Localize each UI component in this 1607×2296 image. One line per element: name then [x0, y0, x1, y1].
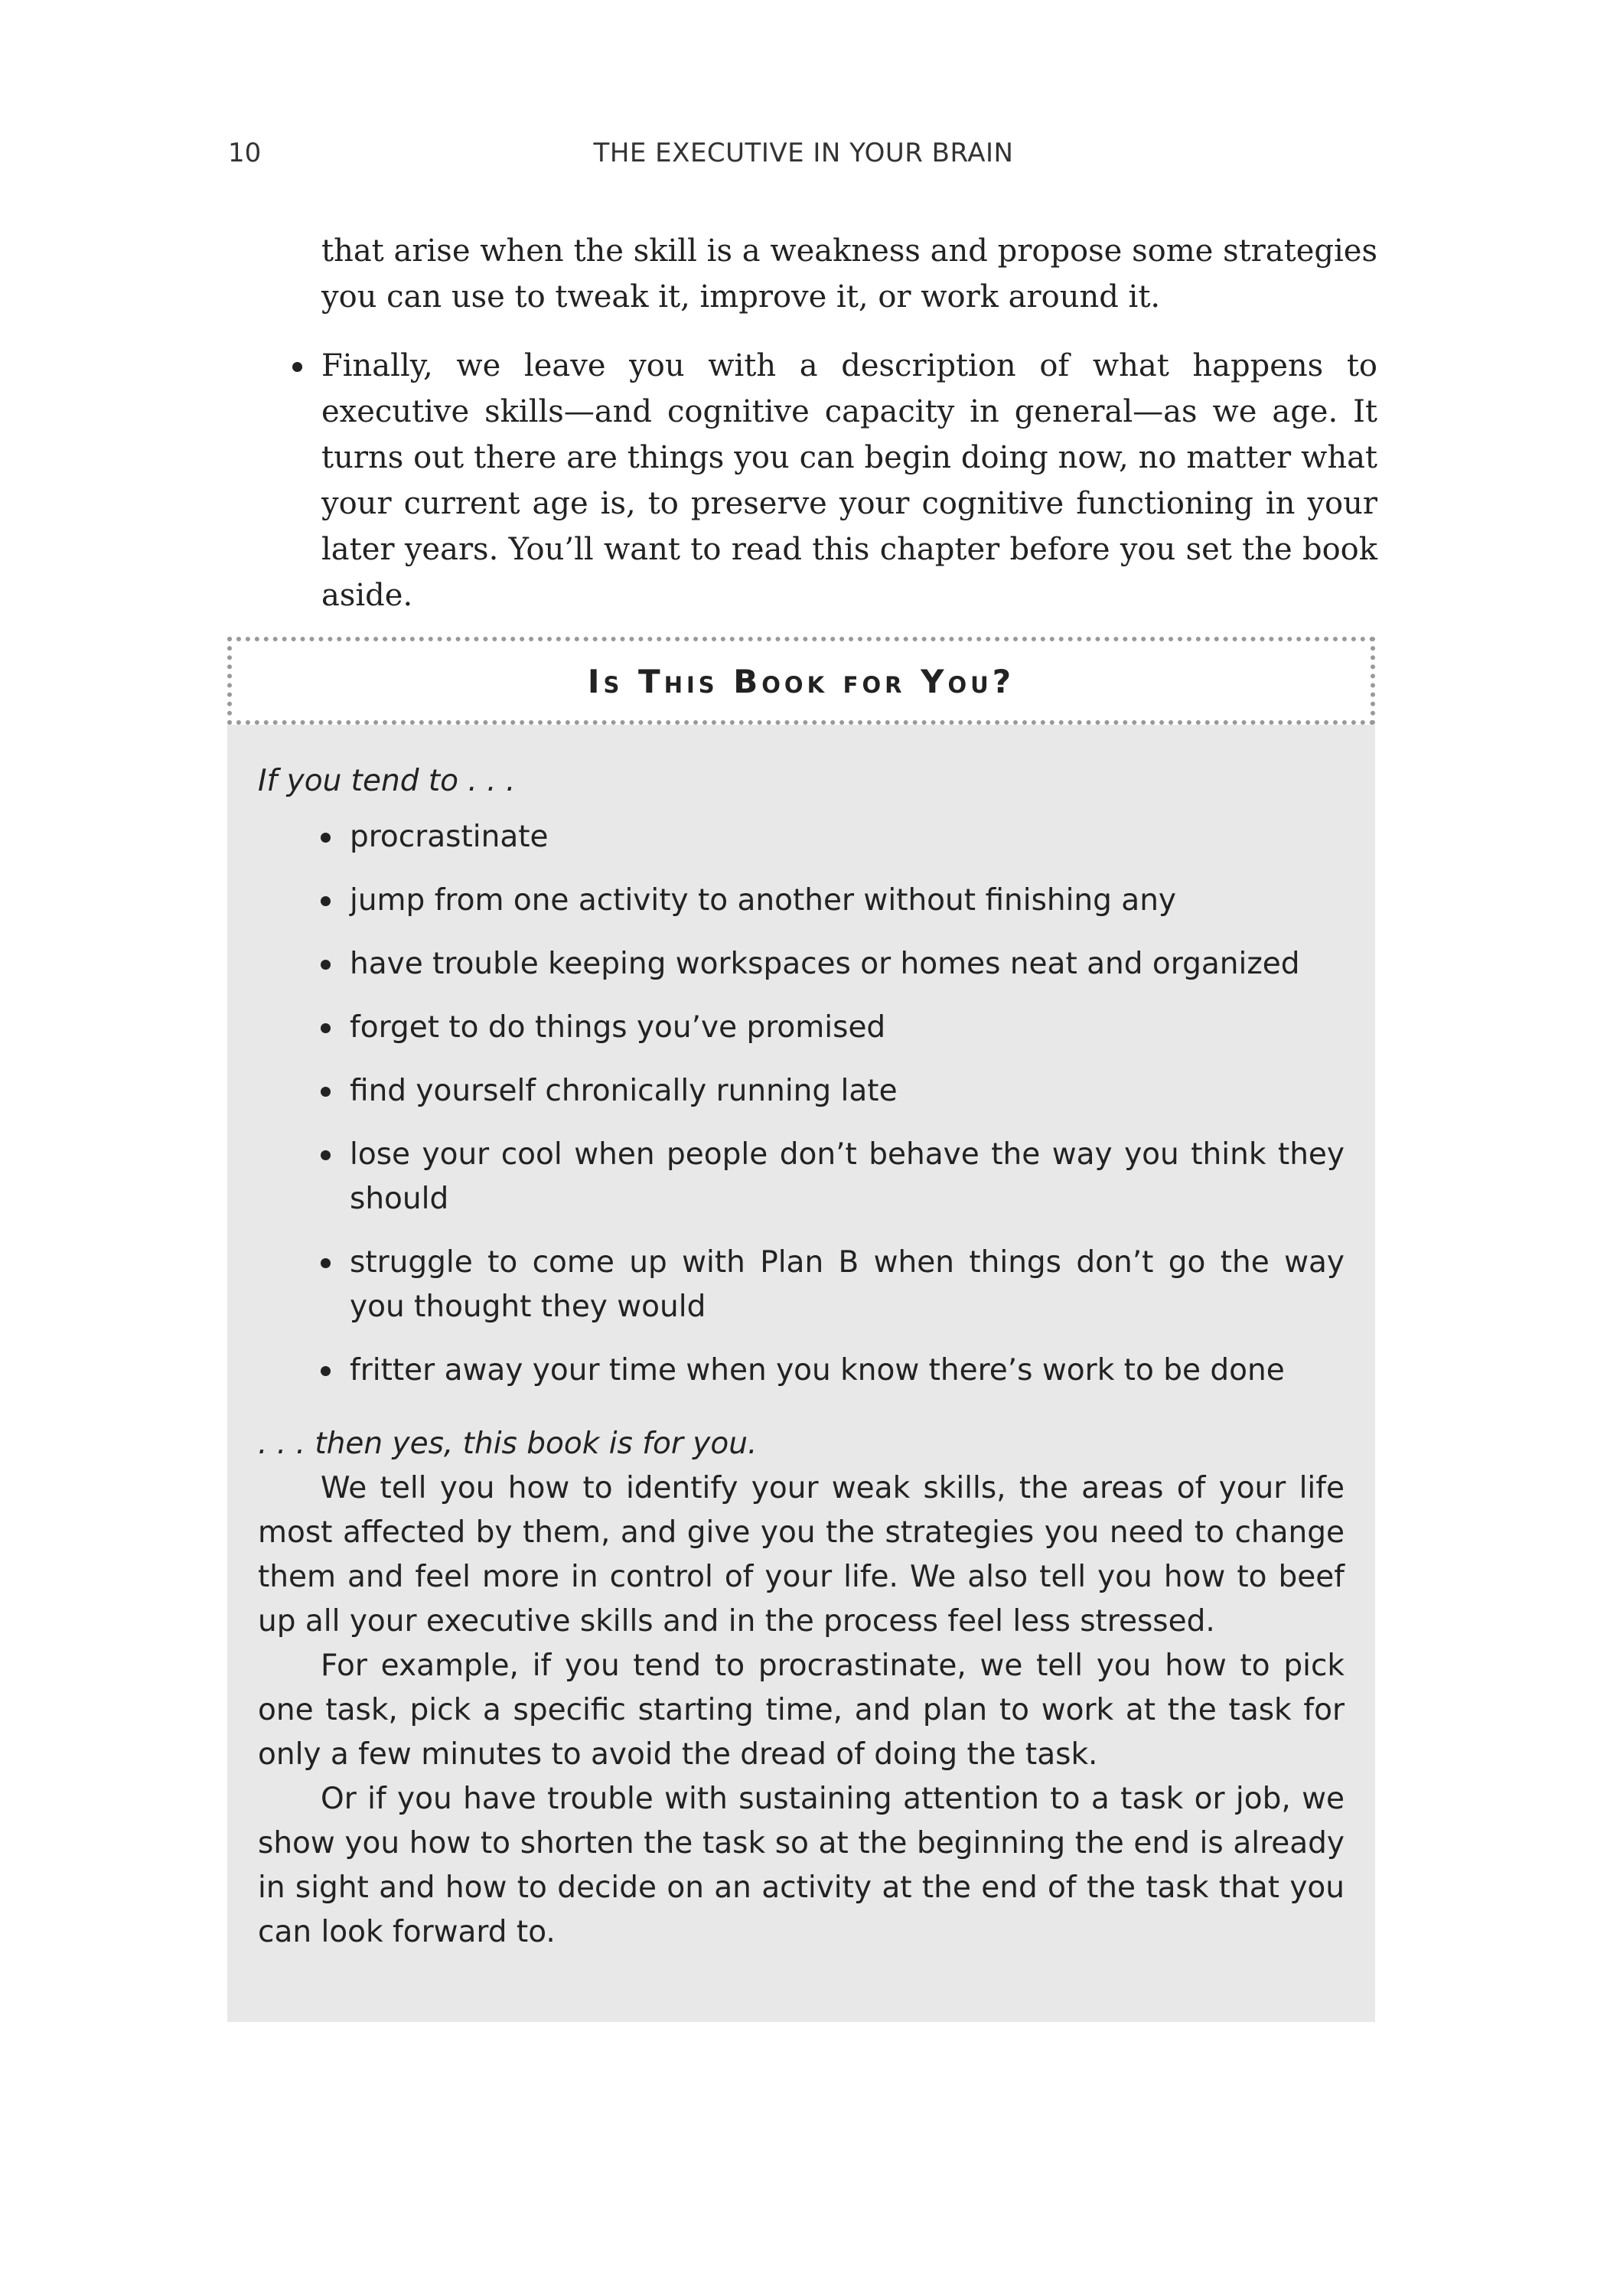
sidebar-lead: If you tend to . . . — [258, 764, 516, 798]
sidebar-box — [227, 725, 1375, 2022]
intro-continuation: that arise when the skill is a weakness and propose some strategies you can use to tweak it, improve it, or work around it. — [321, 233, 1377, 315]
running-header: THE EXECUTIVE IN YOUR BRAIN — [593, 138, 1014, 168]
list-item: procrastinate — [350, 815, 1345, 859]
list-item: forget to do things you’ve promised — [350, 1006, 1345, 1050]
sidebar-box-header — [227, 637, 1375, 725]
sidebar-heading: Is This Book for You? — [587, 663, 1015, 700]
list-item: lose your cool when people don’t behave the way you think they should — [350, 1133, 1345, 1221]
sidebar-paragraph: We tell you how to identify your weak skills, the areas of your life most affected by them, and give you the strategies you need to change them and feel more in control of your life. We also tell you how to beef up all your executive skills and in the process feel less stressed. — [258, 1471, 1345, 1639]
list-item: jump from one activity to another without finishing any — [350, 879, 1345, 923]
intro-text — [321, 228, 1377, 618]
sidebar-closing: . . . then yes, this book is for you. — [258, 1427, 758, 1461]
list-item: struggle to come up with Plan B when things don’t go the way you thought they would — [350, 1241, 1345, 1329]
intro-bullet: Finally, we leave you with a description of what happens to executive skills—and cognitive capacity in general—as we age. It turns out there are things you can begin doing now, no matter what your current age is, to preserve your cognitive functioning in your later years. You’ll want to read this chapter before you set the book aside. — [321, 343, 1377, 618]
list-item: have trouble keeping workspaces or homes neat and organized — [350, 942, 1345, 987]
sidebar-content — [258, 762, 1345, 1955]
sidebar-paragraph: For example, if you tend to procrastinate, we tell you how to pick one task, pick a specific starting time, and plan to work at the task for only a few minutes to avoid the dread of doing the task. — [258, 1649, 1345, 1772]
page-number: 10 — [228, 138, 262, 168]
list-item: find yourself chronically running late — [350, 1069, 1345, 1114]
list-item: fritter away your time when you know there’s work to be done — [350, 1349, 1345, 1393]
sidebar-paragraph: Or if you have trouble with sustaining attention to a task or job, we show you how to shorten the task so at the beginning the end is already in sight and how to decide on an activity at the end of the task that you can look forward to. — [258, 1782, 1345, 1949]
symptom-list — [258, 815, 1345, 1393]
